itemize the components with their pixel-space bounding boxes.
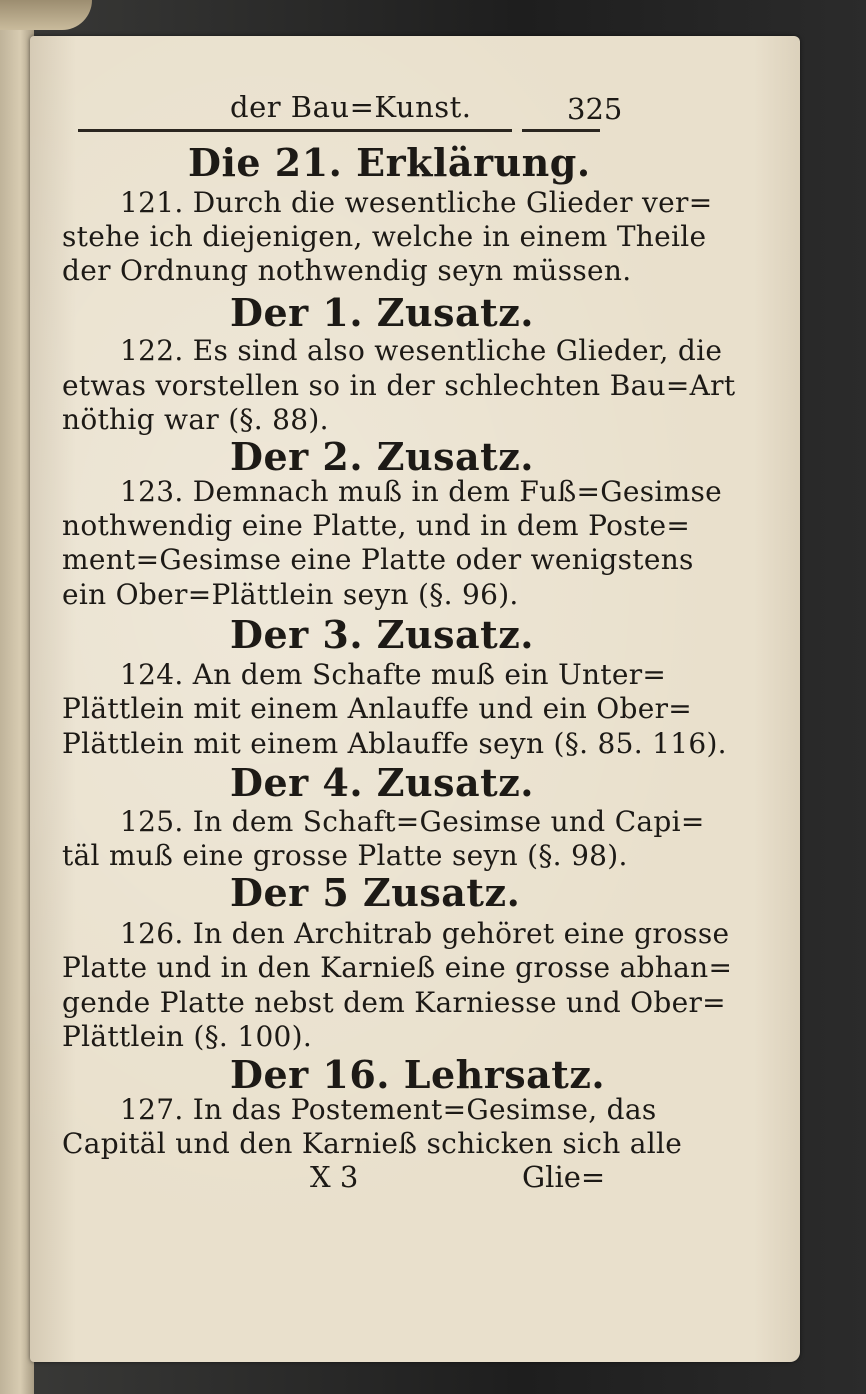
section-heading: Der 5 Zusatz. (230, 870, 521, 915)
text-line: Plättlein (§. 100). (62, 1020, 313, 1053)
text-line: Plättlein mit einem Ablauffe seyn (§. 85. 116). (62, 727, 727, 760)
text-line: nöthig war (§. 88). (62, 403, 329, 436)
text-line: etwas vorstellen so in der schlechten Bau=Art (62, 369, 736, 402)
text-line: 124. An dem Schafte muß ein Unter= (120, 658, 667, 691)
text-line: 127. In das Postement=Gesimse, das (120, 1093, 657, 1126)
section-heading: Der 4. Zusatz. (230, 760, 535, 805)
section-heading: Der 3. Zusatz. (230, 612, 535, 657)
section-heading: Der 2. Zusatz. (230, 434, 535, 479)
text-line: täl muß eine grosse Platte seyn (§. 98). (62, 839, 628, 872)
text-line: ment=Gesimse eine Platte oder wenigstens (62, 543, 694, 576)
text-line: Platte und in den Karnieß eine grosse abhan= (62, 951, 733, 984)
section-heading: Der 1. Zusatz. (230, 290, 535, 335)
text-line: Capitäl und den Karnieß schicken sich alle (62, 1127, 683, 1160)
section-heading: Die 21. Erklärung. (188, 140, 591, 185)
text-line: 121. Durch die wesentliche Glieder ver= (120, 186, 713, 219)
running-header-title: der Bau=Kunst. (230, 90, 472, 124)
text-line: Plättlein mit einem Anlauffe und ein Ober= (62, 692, 693, 725)
text-line: der Ordnung nothwendig seyn müssen. (62, 254, 632, 287)
text-line: 122. Es sind also wesentliche Glieder, die (120, 334, 723, 367)
text-line: gende Platte nebst dem Karniesse und Ober= (62, 986, 726, 1019)
text-line: nothwendig eine Platte, und in dem Poste= (62, 509, 691, 542)
section-heading: Der 16. Lehrsatz. (230, 1052, 606, 1097)
catchword: Glie= (522, 1160, 606, 1194)
text-line: 126. In den Architrab gehöret eine grosse (120, 917, 730, 950)
text-line: 123. Demnach muß in dem Fuß=Gesimse (120, 475, 723, 508)
page-number: 325 (567, 92, 623, 126)
header-rule-gap (512, 128, 522, 134)
text-line: ein Ober=Plättlein seyn (§. 96). (62, 578, 519, 611)
left-page-edge (0, 0, 34, 1394)
text-line: 125. In dem Schaft=Gesimse und Capi= (120, 805, 705, 838)
signature-mark: X 3 (310, 1160, 359, 1194)
text-line: stehe ich diejenigen, welche in einem Theile (62, 220, 707, 253)
